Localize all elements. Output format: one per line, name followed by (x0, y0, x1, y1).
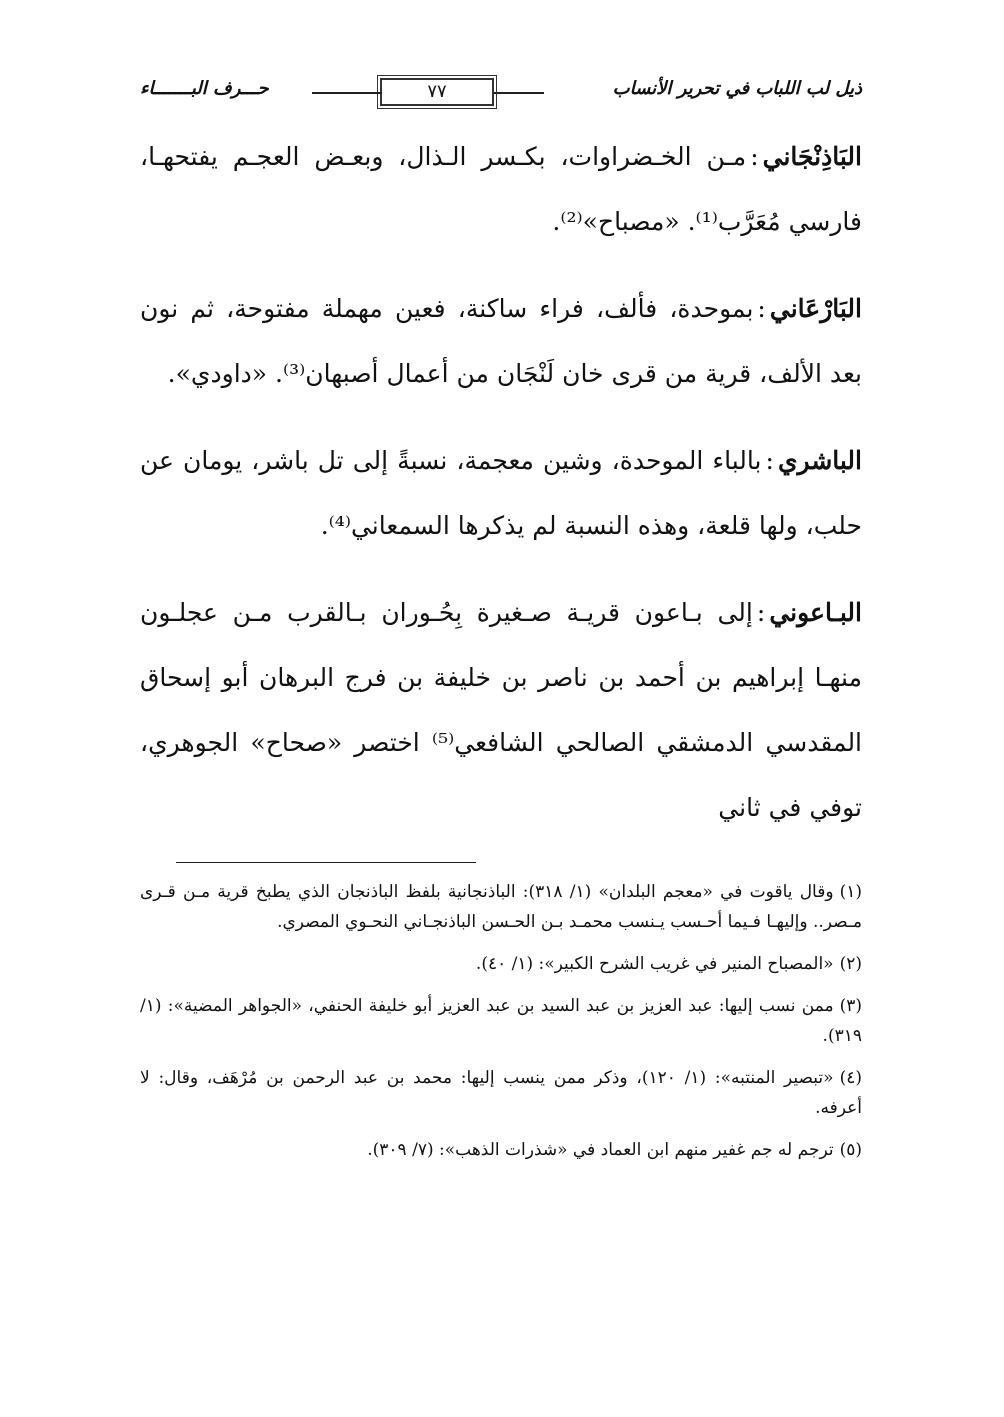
footnote (140, 877, 862, 937)
footnote-text: ممن نسب إليها: عبد العزيز بن عبد السيد بن عبد العزيز أبو خليفة الحنفي، «الجواهر المضية»: (١/ ٣١٩). (140, 996, 862, 1046)
entry: البَاذِنْجَاني:مـن الخـضراوات، بكـسر الـذال، وبعـض العجـم يفتحهـا، فارسي مُعَرَّب⁽¹⁾. «مصباح»⁽²⁾. (140, 142, 862, 236)
entry-text: بالباء الموحدة، وشين معجمة، نسبةً إلى تل باشر، يومان عن حلب، ولها قلعة، وهذه النسبة لم يذكرها السمعاني⁽⁴⁾. (140, 446, 862, 540)
footnote-divider (176, 862, 476, 863)
book-title: ذيل لب اللباب في تحرير الأنساب (612, 78, 862, 99)
entry-headword: البَارْعَاني (769, 294, 862, 323)
footnote (140, 949, 862, 979)
entry-headword: البـاعوني (769, 598, 862, 627)
header-rule (494, 92, 544, 94)
page (140, 78, 862, 1177)
header-rule (312, 92, 382, 94)
footnote (140, 991, 862, 1051)
footnote-number: (١) (839, 882, 862, 902)
footnote (140, 1135, 862, 1165)
footnote-text: ترجم له جم غفير منهم ابن العماد في «شذرات الذهب»: (٧/ ٣٠٩). (367, 1140, 834, 1160)
entry: البـاعوني:إلى بـاعون قريـة صـغيرة بِحُـوران بـالقرب مـن عجلـون منهـا إبراهيم بن أحمد بن ناصر بن خليفة بن فرج البرهان أبو إسحاق المقدسي الدمشقي الصالحي الشافعي⁽⁵⁾ اختصر «صحاح» الجوهري، توفي في ثاني (140, 598, 863, 822)
entry-text: مـن الخـضراوات، بكـسر الـذال، وبعـض العجـم يفتحهـا، فارسي مُعَرَّب⁽¹⁾. «مصباح»⁽²⁾. (140, 142, 862, 236)
entry: البَارْعَاني:بموحدة، فألف، فراء ساكنة، فعين مهملة مفتوحة، ثم نون بعد الألف، قرية من قرى خان لَنْجَان من أعمال أصبهان⁽³⁾. «داودي». (140, 294, 862, 388)
entry-text: بموحدة، فألف، فراء ساكنة، فعين مهملة مفتوحة، ثم نون بعد الألف، قرية من قرى خان لَنْجَان من أعمال أصبهان⁽³⁾. «داودي». (140, 294, 862, 388)
footnotes (140, 877, 862, 1165)
footnote (140, 1063, 862, 1123)
footnote-text: وقال ياقوت في «معجم البلدان» (١/ ٣١٨): الباذنجانية بلفظ الباذنجان الذي يطبخ قرية مـن قـرى مـصر.. وإليهـا فـيما أحـسب يـنسب محمـد بـن الحـسن الباذنجـاني النحـوي المصري. (140, 882, 862, 932)
entries (140, 124, 862, 840)
page-number: ٧٧ (380, 78, 494, 106)
section-title: حـــرف البـــــــاء (140, 78, 269, 99)
footnote-number: (٢) (839, 954, 862, 974)
footnote-number: (٣) (839, 996, 862, 1016)
entry-headword: البَاذِنْجَاني (762, 142, 862, 171)
entry: الباشري:بالباء الموحدة، وشين معجمة، نسبةً إلى تل باشر، يومان عن حلب، ولها قلعة، وهذه النسبة لم يذكرها السمعاني⁽⁴⁾. (140, 446, 862, 540)
entry-headword: الباشري (777, 446, 862, 475)
entry-text: إلى بـاعون قريـة صـغيرة بِحُـوران بـالقرب مـن عجلـون منهـا إبراهيم بن أحمد بن ناصر بن خليفة بن فرج البرهان أبو إسحاق المقدسي الدمشقي الصالحي الشافعي⁽⁵⁾ اختصر «صحاح» الجوهري، توفي في ثاني (140, 598, 863, 822)
footnote-number: (٤) (839, 1068, 862, 1088)
footnote-text: «تبصير المنتبه»: (١/ ١٢٠)، وذكر ممن ينسب إليها: محمد بن عبد الرحمن بن مُرْهَف، وقال: لا أعرفه. (140, 1068, 862, 1118)
running-header (140, 78, 862, 118)
footnote-number: (٥) (839, 1140, 862, 1160)
footnote-text: «المصباح المنير في غريب الشرح الكبير»: (١/ ٤٠). (475, 954, 834, 974)
